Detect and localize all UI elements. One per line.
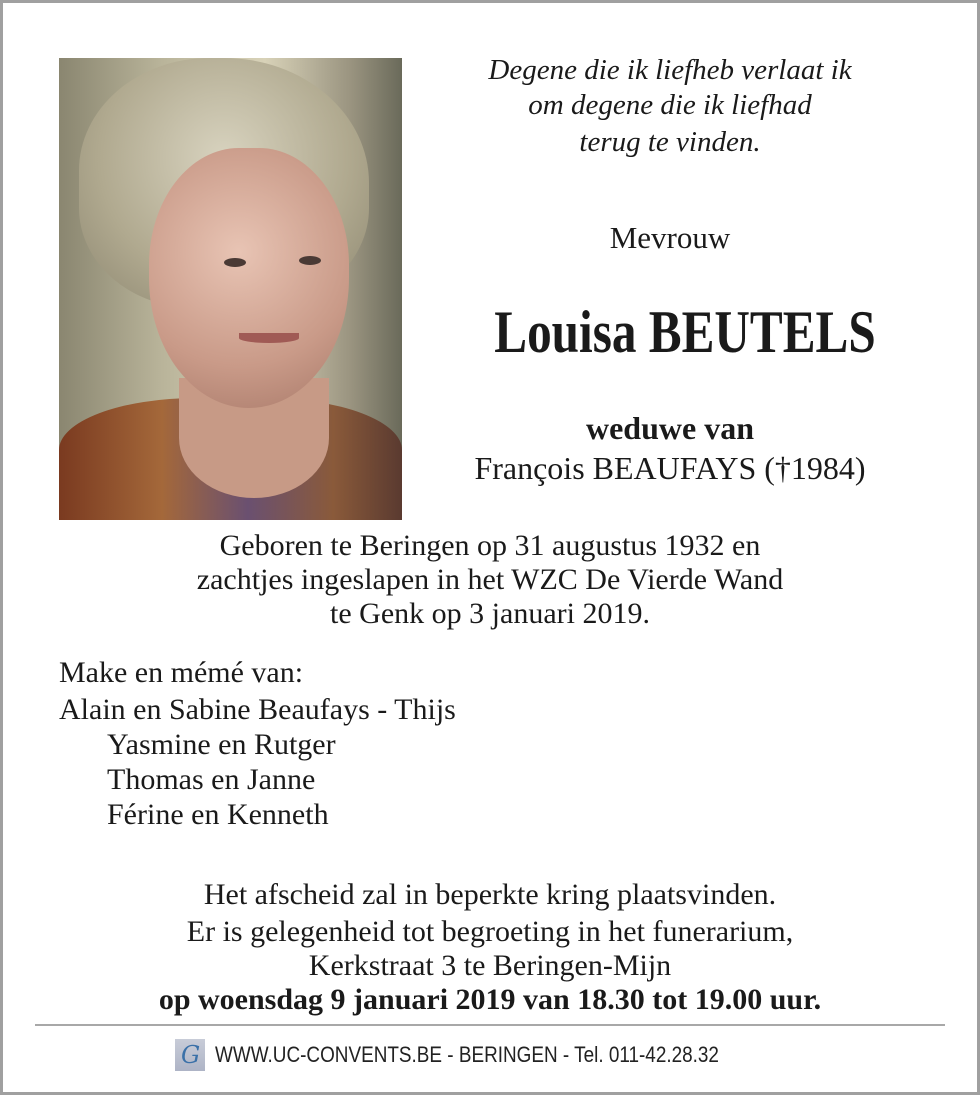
farewell-line: Kerkstraat 3 te Beringen-Mijn bbox=[308, 949, 672, 982]
family-main: Alain en Sabine Beaufays - Thijs bbox=[59, 693, 456, 726]
portrait-photo bbox=[59, 58, 402, 520]
grandchild: Férine en Kenneth bbox=[107, 798, 329, 831]
spouse-label: weduwe van bbox=[585, 410, 754, 446]
footer-text: WWW.UC-CONVENTS.BE - BERINGEN - Tel. 011-42.28.32 bbox=[215, 1042, 719, 1067]
quote-line: terug te vinden. bbox=[579, 126, 761, 158]
footer bbox=[175, 1039, 801, 1071]
spouse-name: François BEAUFAYS (†1984) bbox=[474, 450, 866, 486]
quote-line: om degene die ik liefhad bbox=[528, 89, 812, 121]
birth-death-line: zachtjes ingeslapen in het WZC De Vierde Wand bbox=[196, 563, 784, 596]
birth-death-line: te Genk op 3 januari 2019. bbox=[330, 597, 650, 630]
birth-death-line: Geboren te Beringen op 31 augustus 1932 en bbox=[219, 529, 761, 562]
farewell-date: op woensdag 9 januari 2019 van 18.30 tot 19.00 uur. bbox=[158, 983, 822, 1016]
farewell-line: Er is gelegenheid tot begroeting in het funerarium, bbox=[186, 915, 794, 948]
grandchild: Yasmine en Rutger bbox=[107, 728, 336, 761]
farewell-line: Het afscheid zal in beperkte kring plaatsvinden. bbox=[203, 878, 777, 911]
title: Mevrouw bbox=[609, 220, 731, 255]
grandchild: Thomas en Janne bbox=[107, 763, 316, 796]
funeral-home-logo-icon: G bbox=[175, 1039, 205, 1071]
quote-line: Degene die ik liefheb verlaat ik bbox=[488, 54, 852, 86]
family-heading: Make en mémé van: bbox=[59, 656, 304, 689]
deceased-name: Louisa BEUTELS bbox=[494, 299, 876, 365]
footer-divider bbox=[35, 1024, 945, 1026]
